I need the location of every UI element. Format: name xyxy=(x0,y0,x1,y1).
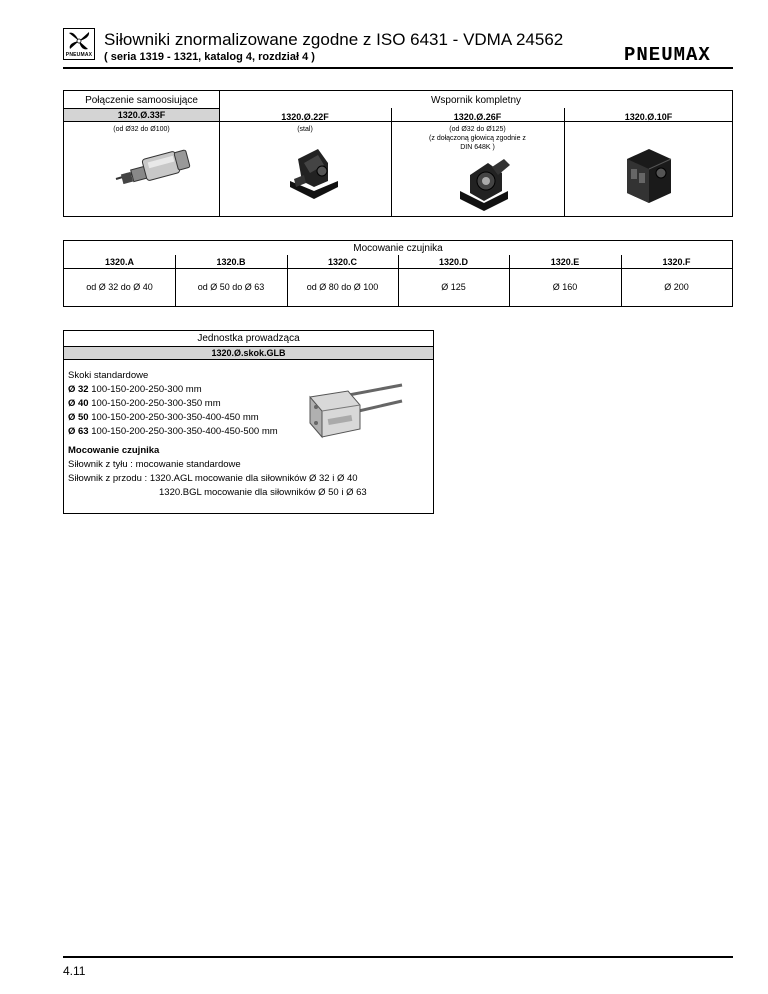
mounting-line-3: 1320.BGL mocowanie dla siłowników Ø 50 i Ø 63 xyxy=(159,487,367,498)
stroke-values-63: 100-150-200-250-300-350-400-450-500 mm xyxy=(91,426,278,437)
range-B: od Ø 50 do Ø 63 xyxy=(197,282,265,292)
stroke-bore-50: Ø 50 xyxy=(68,412,89,423)
stroke-values-50: 100-150-200-250-300-350-400-450 mm xyxy=(91,412,259,423)
strokes-heading: Skoki standardowe xyxy=(68,370,149,381)
stroke-row-32 xyxy=(68,383,202,398)
note-33F: (od Ø32 do Ø100) xyxy=(113,126,170,133)
mounting-heading: Mocowanie czujnika xyxy=(68,445,160,456)
bracket-rod-eye-icon xyxy=(456,155,516,215)
range-D: Ø 125 xyxy=(441,282,466,292)
code-B: 1320.B xyxy=(216,257,246,267)
bracket-compact-icon xyxy=(619,145,679,207)
stroke-bore-63: Ø 63 xyxy=(68,426,89,437)
code-26F: 1320.Ø.26F xyxy=(453,112,502,122)
brand-name: PNEUMAX xyxy=(624,44,711,66)
stroke-values-40: 100-150-200-250-300-350 mm xyxy=(91,398,221,409)
accessories-table xyxy=(63,90,733,217)
guide-unit-title: Jednostka prowadząca xyxy=(197,333,300,344)
page-number: 4.11 xyxy=(63,964,86,978)
code-10F: 1320.Ø.10F xyxy=(624,112,673,122)
sensor-mounting-table xyxy=(63,240,733,307)
code-A: 1320.A xyxy=(104,257,135,267)
fan-logo-icon xyxy=(66,30,92,52)
pneumax-logo xyxy=(63,28,95,60)
stroke-values-32: 100-150-200-250-300 mm xyxy=(91,384,202,395)
stroke-bore-40: Ø 40 xyxy=(68,398,89,409)
code-F: 1320.F xyxy=(662,257,691,267)
code-33F: 1320.Ø.33F xyxy=(117,110,166,120)
note-26F-line1: (od Ø32 do Ø125) xyxy=(449,126,506,133)
mounting-line-2: Siłownik z przodu : 1320.AGL mocowanie dla siłowników Ø 32 i Ø 40 xyxy=(68,473,358,484)
sensor-mounting-title: Mocowanie czujnika xyxy=(353,243,443,254)
code-22F: 1320.Ø.22F xyxy=(281,112,329,122)
note-22F: (stal) xyxy=(297,126,313,133)
page-subtitle: ( seria 1319 - 1321, katalog 4, rozdział 4 ) xyxy=(104,51,315,63)
header-rule xyxy=(63,67,733,69)
code-E: 1320.E xyxy=(550,257,580,267)
logo-word: PNEUMAX xyxy=(65,52,93,58)
footer-rule xyxy=(63,956,733,958)
divider xyxy=(564,108,565,216)
range-A: od Ø 32 do Ø 40 xyxy=(86,282,153,292)
guide-unit-icon xyxy=(304,383,404,443)
note-26F-line3: DIN 648K ) xyxy=(460,144,495,151)
mounting-line-1: Siłownik z tyłu : mocowanie standardowe xyxy=(68,459,241,470)
group-label-bracket: Wspornik kompletny xyxy=(430,95,522,106)
page-title: Siłowniki znormalizowane zgodne z ISO 6431 - VDMA 24562 xyxy=(104,30,564,49)
stroke-row-50 xyxy=(68,411,259,426)
stroke-row-40 xyxy=(68,397,221,412)
range-F: Ø 200 xyxy=(664,282,689,292)
note-26F-line2: (z dołączoną głowicą zgodnie z xyxy=(429,135,526,142)
self-aligning-coupling-icon xyxy=(114,139,194,189)
stroke-bore-32: Ø 32 xyxy=(68,384,89,395)
range-E: Ø 160 xyxy=(552,282,578,292)
guide-unit-table xyxy=(63,330,434,514)
stroke-row-63 xyxy=(68,425,278,440)
group-label-coupling: Połączenie samoosiujące xyxy=(85,95,198,106)
bracket-steel-icon xyxy=(284,141,344,201)
guide-unit-code: 1320.Ø.skok.GLB xyxy=(211,348,286,358)
code-C: 1320.C xyxy=(327,257,358,267)
code-D: 1320.D xyxy=(438,257,469,267)
range-C: od Ø 80 do Ø 100 xyxy=(306,282,379,292)
